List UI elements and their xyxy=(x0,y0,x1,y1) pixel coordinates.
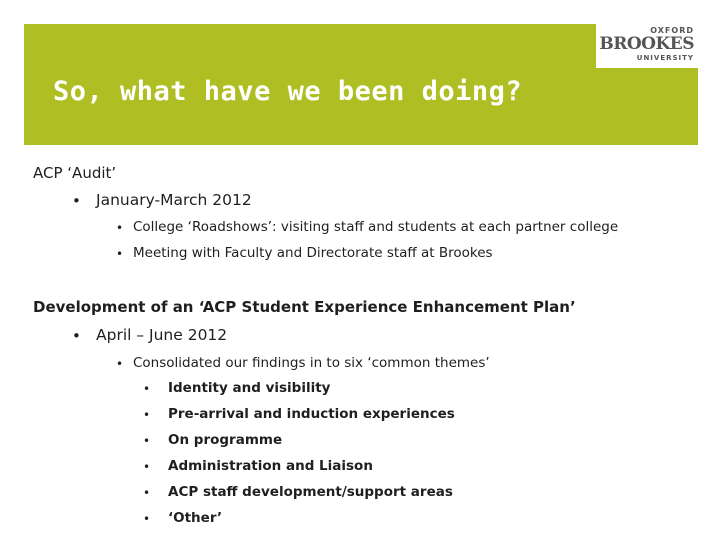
bullet-icon: • xyxy=(143,408,151,422)
logo-university: UNIVERSITY xyxy=(636,54,694,62)
theme-item: Identity and visibility xyxy=(168,380,331,396)
section2-period: April – June 2012 xyxy=(96,326,228,344)
bullet-icon: • xyxy=(143,486,151,500)
section1-period: January-March 2012 xyxy=(96,191,252,209)
slide-title: So, what have we been doing? xyxy=(53,76,523,107)
logo-oxford: OXFORD xyxy=(650,26,694,35)
theme-item: ACP staff development/support areas xyxy=(168,484,453,500)
university-logo xyxy=(596,24,698,68)
theme-item: Administration and Liaison xyxy=(168,458,373,474)
bullet-icon: • xyxy=(72,327,81,345)
section2-item: Consolidated our findings in to six ‘common themes’ xyxy=(133,355,490,371)
bullet-icon: • xyxy=(116,221,124,235)
bullet-icon: • xyxy=(143,382,151,396)
bullet-icon: • xyxy=(143,434,151,448)
section1-item-1: College ‘Roadshows’: visiting staff and students at each partner college xyxy=(133,219,619,235)
theme-item: On programme xyxy=(168,432,283,448)
theme-item: ‘Other’ xyxy=(168,510,223,526)
theme-item: Pre-arrival and induction experiences xyxy=(168,406,455,422)
logo-brookes: BROOKES xyxy=(599,34,694,54)
bullet-icon: • xyxy=(116,247,124,261)
section1-item-2: Meeting with Faculty and Directorate staff at Brookes xyxy=(133,245,493,261)
bullet-icon: • xyxy=(143,512,151,526)
section2-heading: Development of an ‘ACP Student Experience Enhancement Plan’ xyxy=(33,298,576,316)
bullet-icon: • xyxy=(143,460,151,474)
bullet-icon: • xyxy=(72,192,81,210)
section1-heading: ACP ‘Audit’ xyxy=(33,164,117,182)
bullet-icon: • xyxy=(116,357,124,371)
